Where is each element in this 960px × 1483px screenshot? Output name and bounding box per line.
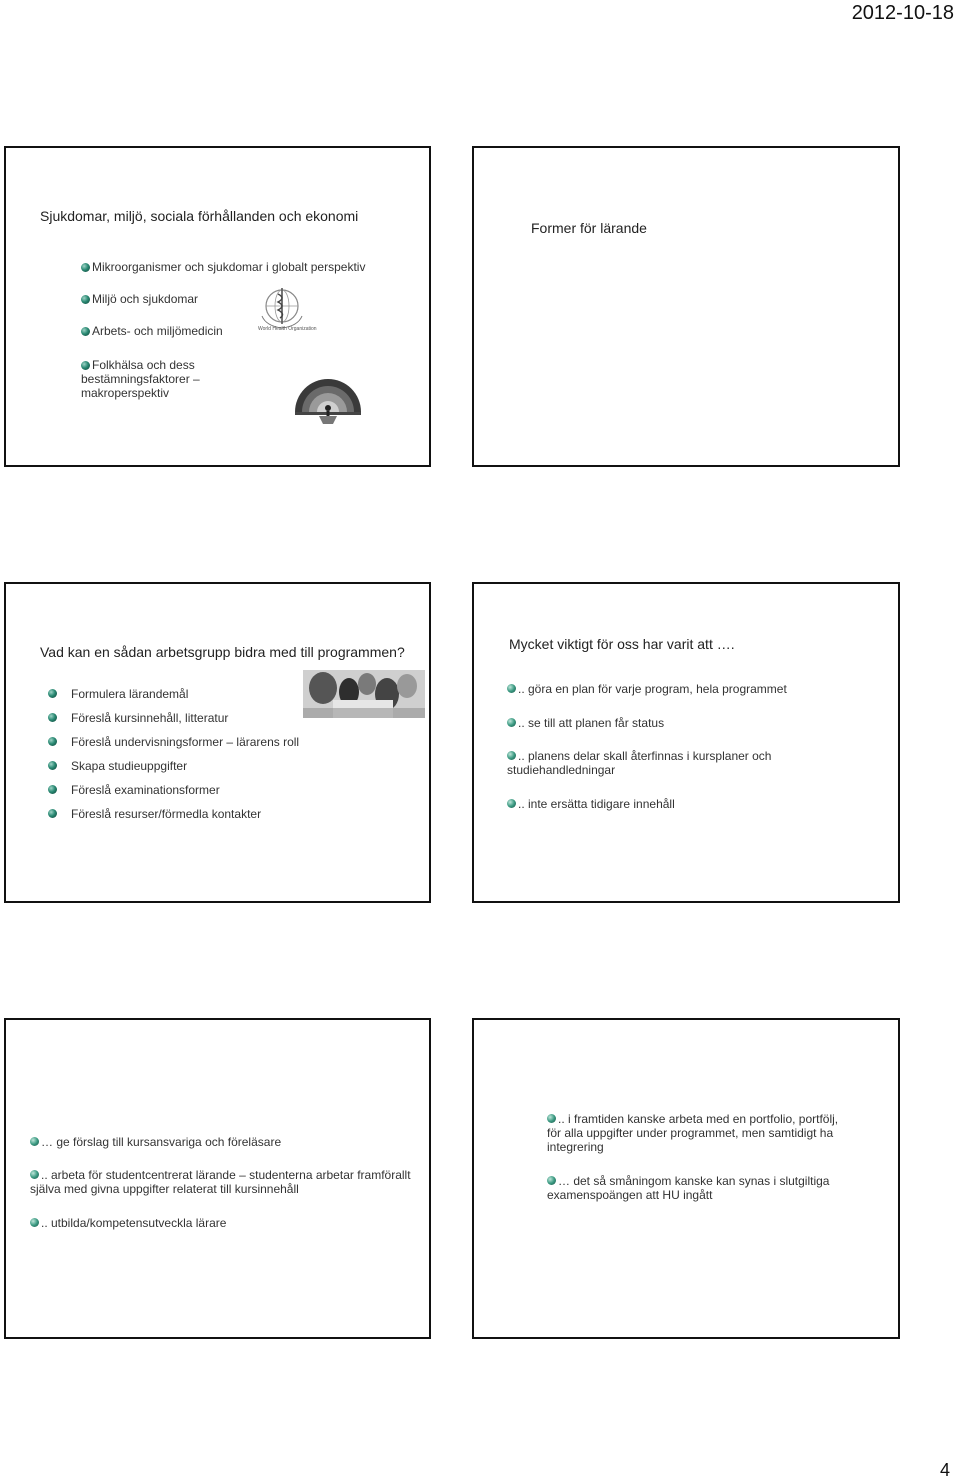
bullet-text: Formulera lärandemål <box>71 687 189 701</box>
bullet-text: .. inte ersätta tidigare innehåll <box>518 797 675 811</box>
bullet-icon <box>48 713 57 722</box>
group-photo <box>303 670 425 718</box>
slide-title: Mycket viktigt för oss har varit att …. <box>509 636 735 652</box>
slide-5 <box>4 1018 431 1339</box>
bullet-text: Miljö och sjukdomar <box>92 292 199 306</box>
bullet-icon <box>507 718 516 727</box>
determinants-diagram <box>293 378 363 428</box>
bullet-icon <box>507 799 516 808</box>
who-logo-text: World Health Organization <box>258 326 317 332</box>
bullet-text: … det så småningom kanske kan synas i slutgiltiga examenspoängen att HU ingått <box>547 1174 830 1202</box>
bullet-text: Föreslå examinationsformer <box>71 783 220 797</box>
bullet-text: .. i framtiden kanske arbeta med en portfolio, portfölj, för alla uppgifter under programmet, men samtidigt ha integrering <box>547 1112 839 1154</box>
slide-title: Sjukdomar, miljö, sociala förhållanden och ekonomi <box>40 208 359 224</box>
page-number: 4 <box>939 1460 950 1480</box>
bullet-text: Arbets- och miljömedicin <box>92 324 223 338</box>
bullet-icon <box>81 327 90 336</box>
bullet-text: Föreslå undervisningsformer – lärarens roll <box>71 735 300 749</box>
bullet-icon <box>507 684 516 693</box>
header-date: 2012-10-18 <box>851 2 954 24</box>
slide-title: Former för lärande <box>531 220 647 236</box>
slide-title: Vad kan en sådan arbetsgrupp bidra med till programmen? <box>40 644 405 660</box>
bullet-text: Föreslå kursinnehåll, litteratur <box>71 711 229 725</box>
bullet-icon <box>81 263 90 272</box>
bullet-icon <box>81 295 90 304</box>
slide-2 <box>472 146 900 467</box>
bullet-icon <box>48 689 57 698</box>
bullet-text: .. göra en plan för varje program, hela programmet <box>518 682 787 696</box>
bullet-text: Mikroorganismer och sjukdomar i globalt perspektiv <box>92 260 366 274</box>
bullet-text: .. utbilda/kompetensutveckla lärare <box>41 1216 227 1230</box>
who-logo <box>256 286 316 340</box>
bullet-text: Skapa studieuppgifter <box>71 759 188 773</box>
bullet-text: … ge förslag till kursansvariga och föreläsare <box>41 1135 282 1149</box>
slide-1 <box>4 146 431 467</box>
group-photo-image <box>303 670 425 718</box>
bullet-text: Folkhälsa och dess bestämningsfaktorer – makroperspektiv <box>81 358 200 400</box>
bullet-text: .. planens delar skall återfinnas i kursplaner och studiehandledningar <box>507 749 772 777</box>
bullet-icon <box>48 785 57 794</box>
bullet-text: .. se till att planen får status <box>518 716 665 730</box>
slide-4 <box>472 582 900 903</box>
bullet-icon <box>48 737 57 746</box>
bullet-icon <box>30 1137 39 1146</box>
slide-3 <box>4 582 431 903</box>
bullet-icon <box>48 761 57 770</box>
bullet-icon <box>30 1218 39 1227</box>
bullet-text: Föreslå resurser/förmedla kontakter <box>71 807 262 821</box>
slide-6 <box>472 1018 900 1339</box>
bullet-text: .. arbeta för studentcentrerat lärande – studenterna arbetar framförallt själva med givna uppgifter relaterat till kursinnehåll <box>30 1168 411 1196</box>
bullet-icon <box>48 809 57 818</box>
rainbow-diagram-icon <box>293 378 363 428</box>
